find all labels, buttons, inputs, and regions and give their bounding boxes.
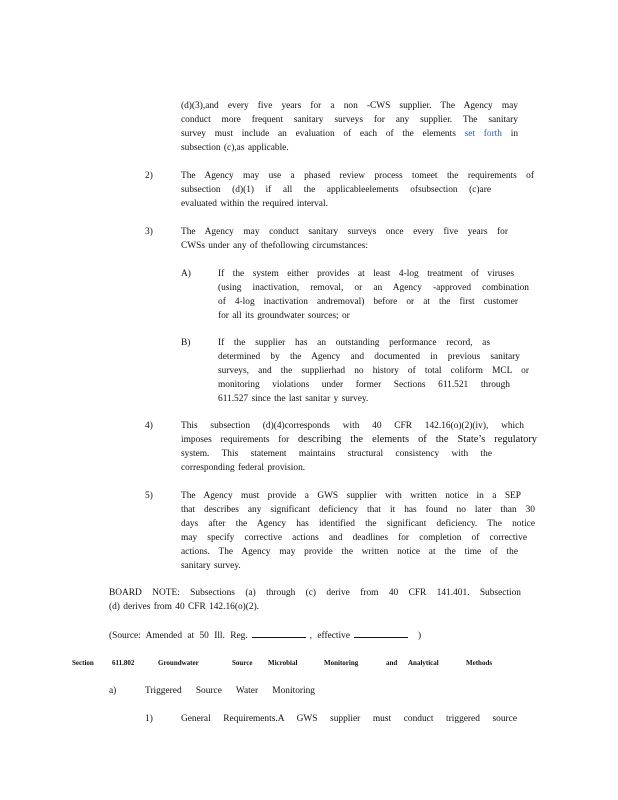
section-word-1: Section xyxy=(72,659,94,667)
sub-a-number: a) xyxy=(109,686,117,696)
item-3-paragraph xyxy=(181,225,508,253)
item-2-line-3: evaluated within the required interval. xyxy=(181,199,328,209)
intro-paragraph xyxy=(181,99,518,155)
item-3-line-1: The Agency may conduct sanitary surveys once every five years for xyxy=(181,227,508,237)
item-3-line-2: CWSs under any of thefollowing circumstances: xyxy=(181,241,368,251)
intro-line-3-text: survey must include an evaluation of each of the elements xyxy=(181,129,456,139)
item-5-line-3: days after the Agency has identified the significant deficiency. The notice xyxy=(181,519,535,529)
item-b-line-5: 611.527 since the last sanitar y survey. xyxy=(218,394,369,404)
section-word-4: Source xyxy=(232,659,253,667)
item-a-line-2: (using inactivation, removal, or an Agency -approved combination xyxy=(218,283,529,293)
item-5-number: 5) xyxy=(145,491,153,501)
item-b-line-3: surveys, and the supplierhad no history of total coliform MCL or xyxy=(218,366,529,376)
item-4-line-1: This subsection (d)(4)corresponds with 40 CFR 142.16(o)(2)(iv), which xyxy=(181,421,524,431)
item-4-number: 4) xyxy=(145,421,153,431)
item-4-line-2-larger: describing the elements of the State’s regulatory xyxy=(298,434,538,445)
item-b-paragraph xyxy=(218,336,529,406)
board-note-line-1: BOARD NOTE: Subsections (a) through (c) derive from 40 CFR 141.401. Subsection xyxy=(109,588,521,598)
section-word-5: Microbial xyxy=(268,659,298,667)
section-word-8: Analytical xyxy=(408,659,439,667)
section-word-3: Groundwater xyxy=(158,659,199,667)
source-text: (Source: Amended at 50 Ill. Reg. xyxy=(109,631,248,641)
item-a-number: A) xyxy=(181,269,191,279)
intro-line-3-end: in xyxy=(510,129,519,139)
sub-a1-text: General Requirements.A GWS supplier must conduct triggered source xyxy=(181,714,517,724)
item-2-paragraph xyxy=(181,169,534,211)
item-a-paragraph xyxy=(218,267,529,323)
item-5-paragraph xyxy=(181,489,535,573)
item-5-line-2: that describes any significant deficiency that it has found no later than 30 xyxy=(181,505,535,515)
item-4-paragraph xyxy=(181,419,537,475)
item-b-line-4: monitoring violations under former Sections 611.521 through xyxy=(218,380,510,390)
item-3-number: 3) xyxy=(145,227,153,237)
item-4-line-2-text: imposes requirements for xyxy=(181,435,290,445)
section-word-6: Monitoring xyxy=(324,659,359,667)
register-blank xyxy=(252,628,306,638)
section-word-7: and xyxy=(386,659,398,667)
item-2-line-1: The Agency may use a phased review process tomeet the requirements of xyxy=(181,171,534,181)
source-close: ) xyxy=(417,631,422,641)
effective-date-blank xyxy=(354,628,408,638)
item-5-line-4: may specify corrective actions and deadlines for completion of corrective xyxy=(181,533,527,543)
board-note-line-2: (d) derives from 40 CFR 142.16(o)(2). xyxy=(109,602,260,612)
item-a-line-3: of 4-log inactivation andremoval) before or at the first customer xyxy=(218,297,518,307)
item-4-line-3: system. This statement maintains structural consistency with the xyxy=(181,449,492,459)
item-2-line-2: subsection (d)(1) if all the applicableelements ofsubsection (c)are xyxy=(181,185,491,195)
item-a-line-1: If the system either provides at least 4-log treatment of viruses xyxy=(218,269,514,279)
intro-line-4: subsection (c),as applicable. xyxy=(181,143,289,153)
section-word-9: Methods xyxy=(466,659,493,667)
sub-a-heading: Triggered Source Water Monitoring xyxy=(145,686,315,696)
item-5-line-5: actions. The Agency may provide the written notice at the time of the xyxy=(181,547,518,557)
item-5-line-6: sanitary survey. xyxy=(181,561,241,571)
item-a-line-4: for all its groundwater sources; or xyxy=(218,311,350,321)
intro-line-3 xyxy=(181,127,518,141)
intro-line-2: conduct more frequent sanitary surveys for any supplier. The sanitary xyxy=(181,115,518,125)
section-heading xyxy=(72,657,492,669)
item-4-line-4: corresponding federal provision. xyxy=(181,463,306,473)
item-b-line-2: determined by the Agency and documented in previous sanitary xyxy=(218,352,520,362)
item-b-number: B) xyxy=(181,338,191,348)
set-forth-link[interactable]: set forth xyxy=(464,129,502,139)
item-5-line-1: The Agency must provide a GWS supplier with written notice in a SEP xyxy=(181,491,521,501)
source-effective: , effective xyxy=(309,631,350,641)
source-line xyxy=(109,628,469,643)
board-note xyxy=(109,586,521,614)
sub-a1-number: 1) xyxy=(145,714,153,724)
item-b-line-1: If the supplier has an outstanding performance record, as xyxy=(218,338,490,348)
item-2-number: 2) xyxy=(145,171,153,181)
section-word-2: 611.802 xyxy=(112,659,135,667)
item-4-line-2 xyxy=(181,433,537,447)
intro-line-1: (d)(3),and every five years for a non -CWS supplier. The Agency may xyxy=(181,101,518,111)
